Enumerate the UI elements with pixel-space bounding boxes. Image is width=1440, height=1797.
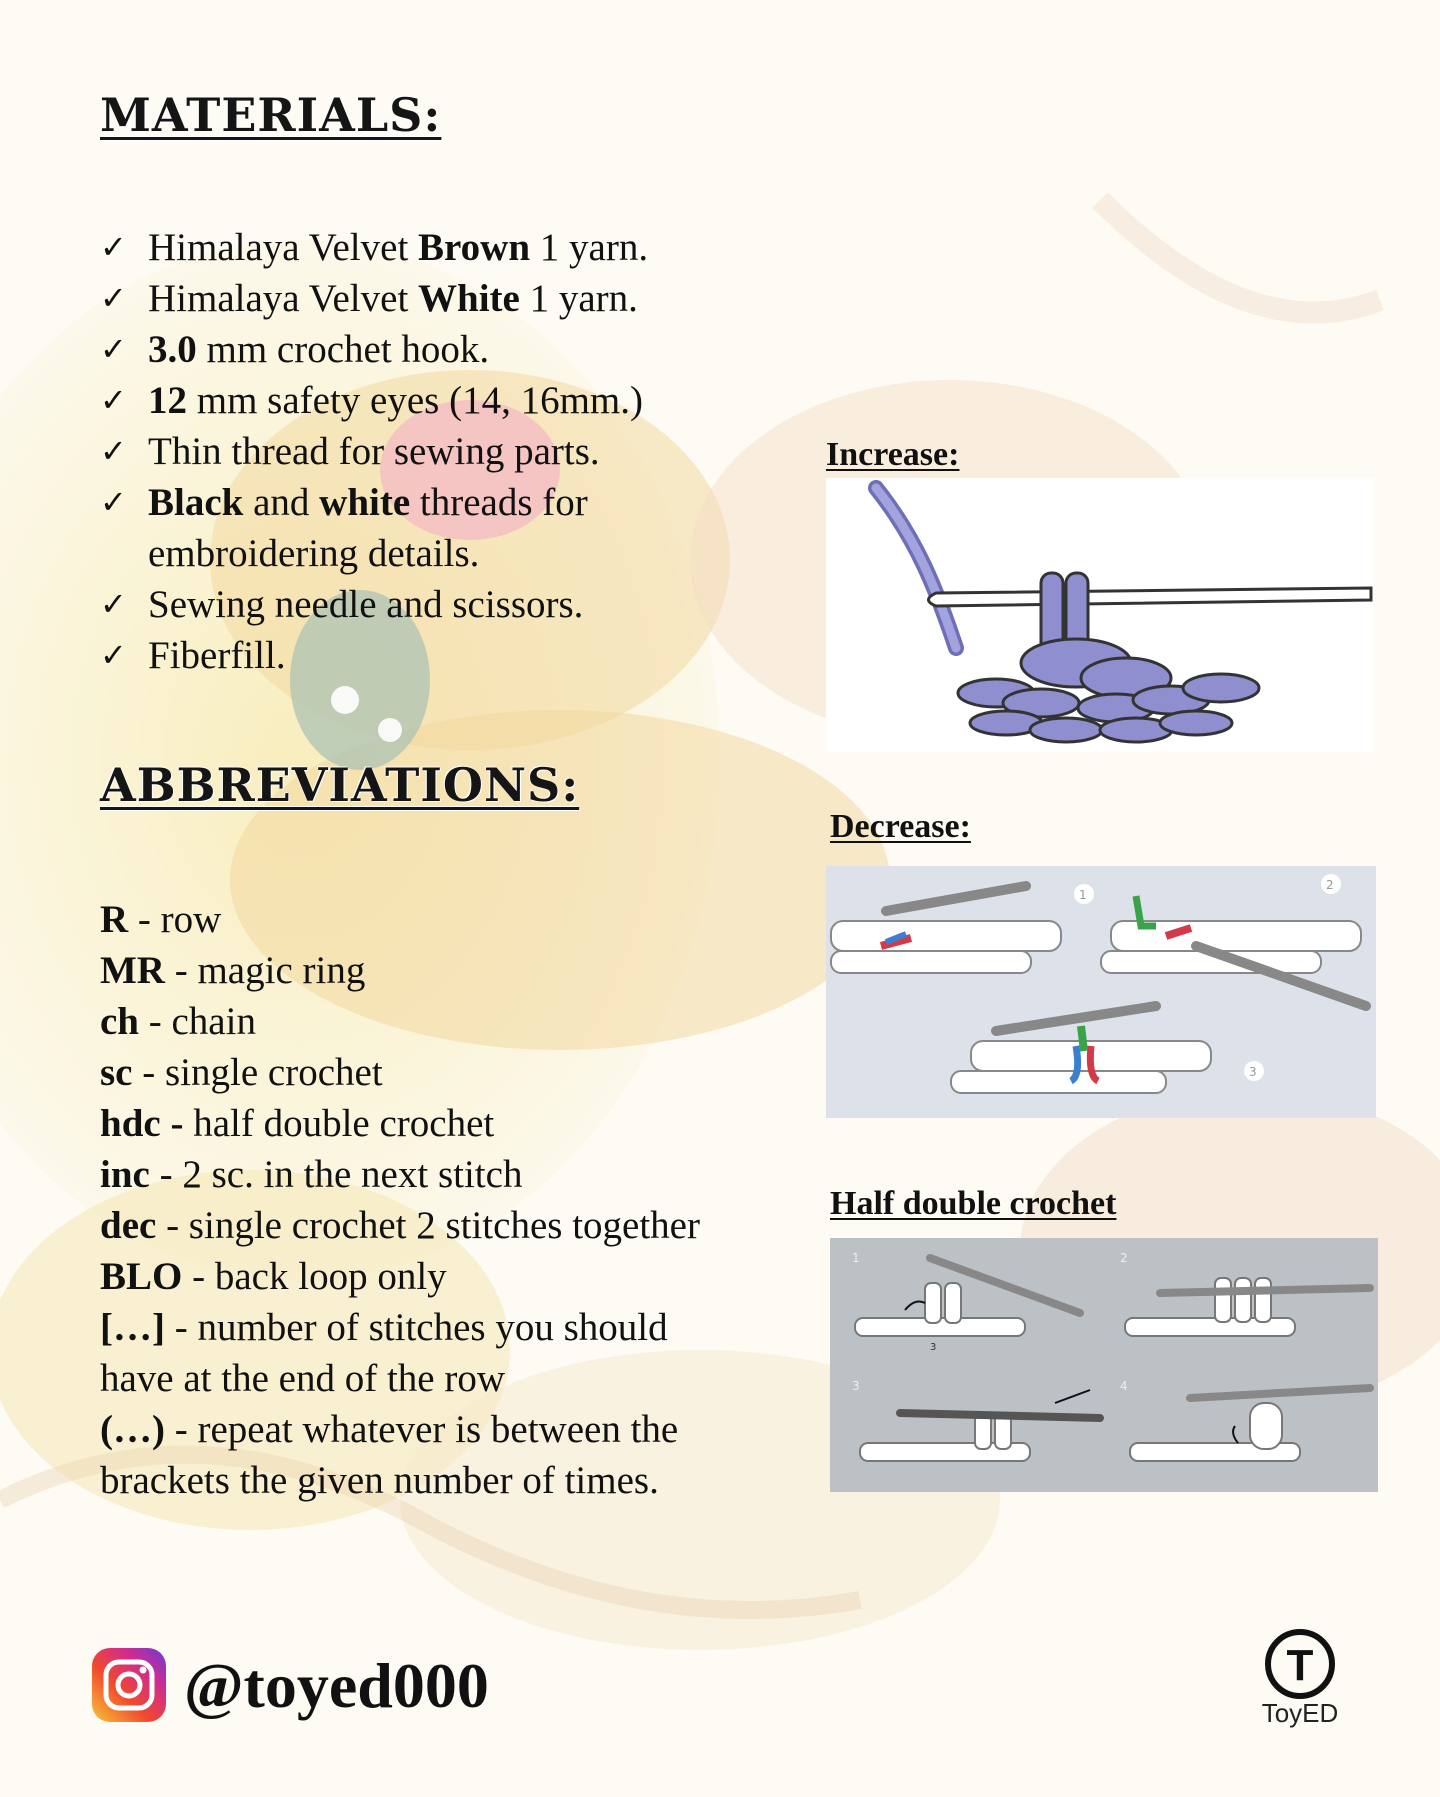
materials-list xyxy=(100,222,740,681)
abbreviations-list xyxy=(100,894,740,1506)
decrease-illustration xyxy=(826,866,1376,1118)
hdc-illustration xyxy=(830,1238,1378,1492)
instagram-handle[interactable]: @toyed000 xyxy=(184,1650,489,1721)
materials-item: ✓ Himalaya Velvet White 1 yarn. xyxy=(100,273,740,324)
logo-label: ToyED xyxy=(1261,1698,1339,1728)
hdc-step-3: 3 xyxy=(852,1379,860,1393)
toyed-logo-icon xyxy=(1258,1628,1342,1700)
checkmark-icon: ✓ xyxy=(100,636,127,674)
hdc-sub-label: 3 xyxy=(930,1342,937,1353)
checkmark-icon: ✓ xyxy=(100,228,127,266)
increase-title: Increase: xyxy=(826,436,960,473)
abbreviation-item: BLO - back loop only xyxy=(100,1255,447,1298)
materials-item: ✓ Himalaya Velvet Brown 1 yarn. xyxy=(100,222,740,273)
hdc-step-2: 2 xyxy=(1120,1251,1128,1265)
abbreviation-item: dec - single crochet 2 stitches together xyxy=(100,1204,700,1247)
increase-illustration xyxy=(826,478,1374,752)
checkmark-icon: ✓ xyxy=(100,330,127,368)
hdc-diagram xyxy=(830,1238,1378,1492)
materials-item: ✓ Fiberfill. xyxy=(100,630,740,681)
abbreviation-item: […] - number of stitches you should have at the end of the row xyxy=(100,1306,668,1400)
decrease-step-2: 2 xyxy=(1326,878,1334,892)
materials-item: ✓ 12 mm safety eyes (14, 16mm.) xyxy=(100,375,740,426)
abbreviations-heading: ABBREVIATIONS: xyxy=(100,758,580,812)
checkmark-icon: ✓ xyxy=(100,279,127,317)
decrease-step-1: 1 xyxy=(1079,888,1087,902)
materials-item: ✓ Thin thread for sewing parts. xyxy=(100,426,740,477)
abbreviation-item: ch - chain xyxy=(100,1000,256,1043)
instagram-icon[interactable] xyxy=(90,1646,168,1724)
decrease-step-3: 3 xyxy=(1249,1065,1257,1079)
decrease-diagram xyxy=(826,866,1376,1118)
materials-heading: MATERIALS: xyxy=(100,88,442,142)
checkmark-icon: ✓ xyxy=(100,585,127,623)
materials-item: ✓ Sewing needle and scissors. xyxy=(100,579,740,630)
checkmark-icon: ✓ xyxy=(100,381,127,419)
checkmark-icon: ✓ xyxy=(100,432,127,470)
abbreviation-item: R - row xyxy=(100,898,222,941)
toyed-logo xyxy=(1258,1628,1342,1728)
hdc-title: Half double crochet xyxy=(830,1185,1117,1222)
hdc-step-1: 1 xyxy=(852,1251,860,1265)
checkmark-icon: ✓ xyxy=(100,483,127,521)
abbreviation-item: (…) - repeat whatever is between the brackets the given number of times. xyxy=(100,1408,679,1502)
abbreviation-item: sc - single crochet xyxy=(100,1051,383,1094)
hdc-step-4: 4 xyxy=(1120,1379,1128,1393)
abbreviation-item: inc - 2 sc. in the next stitch xyxy=(100,1153,523,1196)
increase-diagram xyxy=(826,478,1374,752)
logo-letter: T xyxy=(1286,1641,1314,1690)
materials-item: ✓ 3.0 mm crochet hook. xyxy=(100,324,740,375)
decrease-title: Decrease: xyxy=(830,808,971,845)
abbreviation-item: MR - magic ring xyxy=(100,949,366,992)
abbreviation-item: hdc - half double crochet xyxy=(100,1102,495,1145)
materials-item: ✓ Black and white threads for embroidering details. xyxy=(100,477,740,579)
